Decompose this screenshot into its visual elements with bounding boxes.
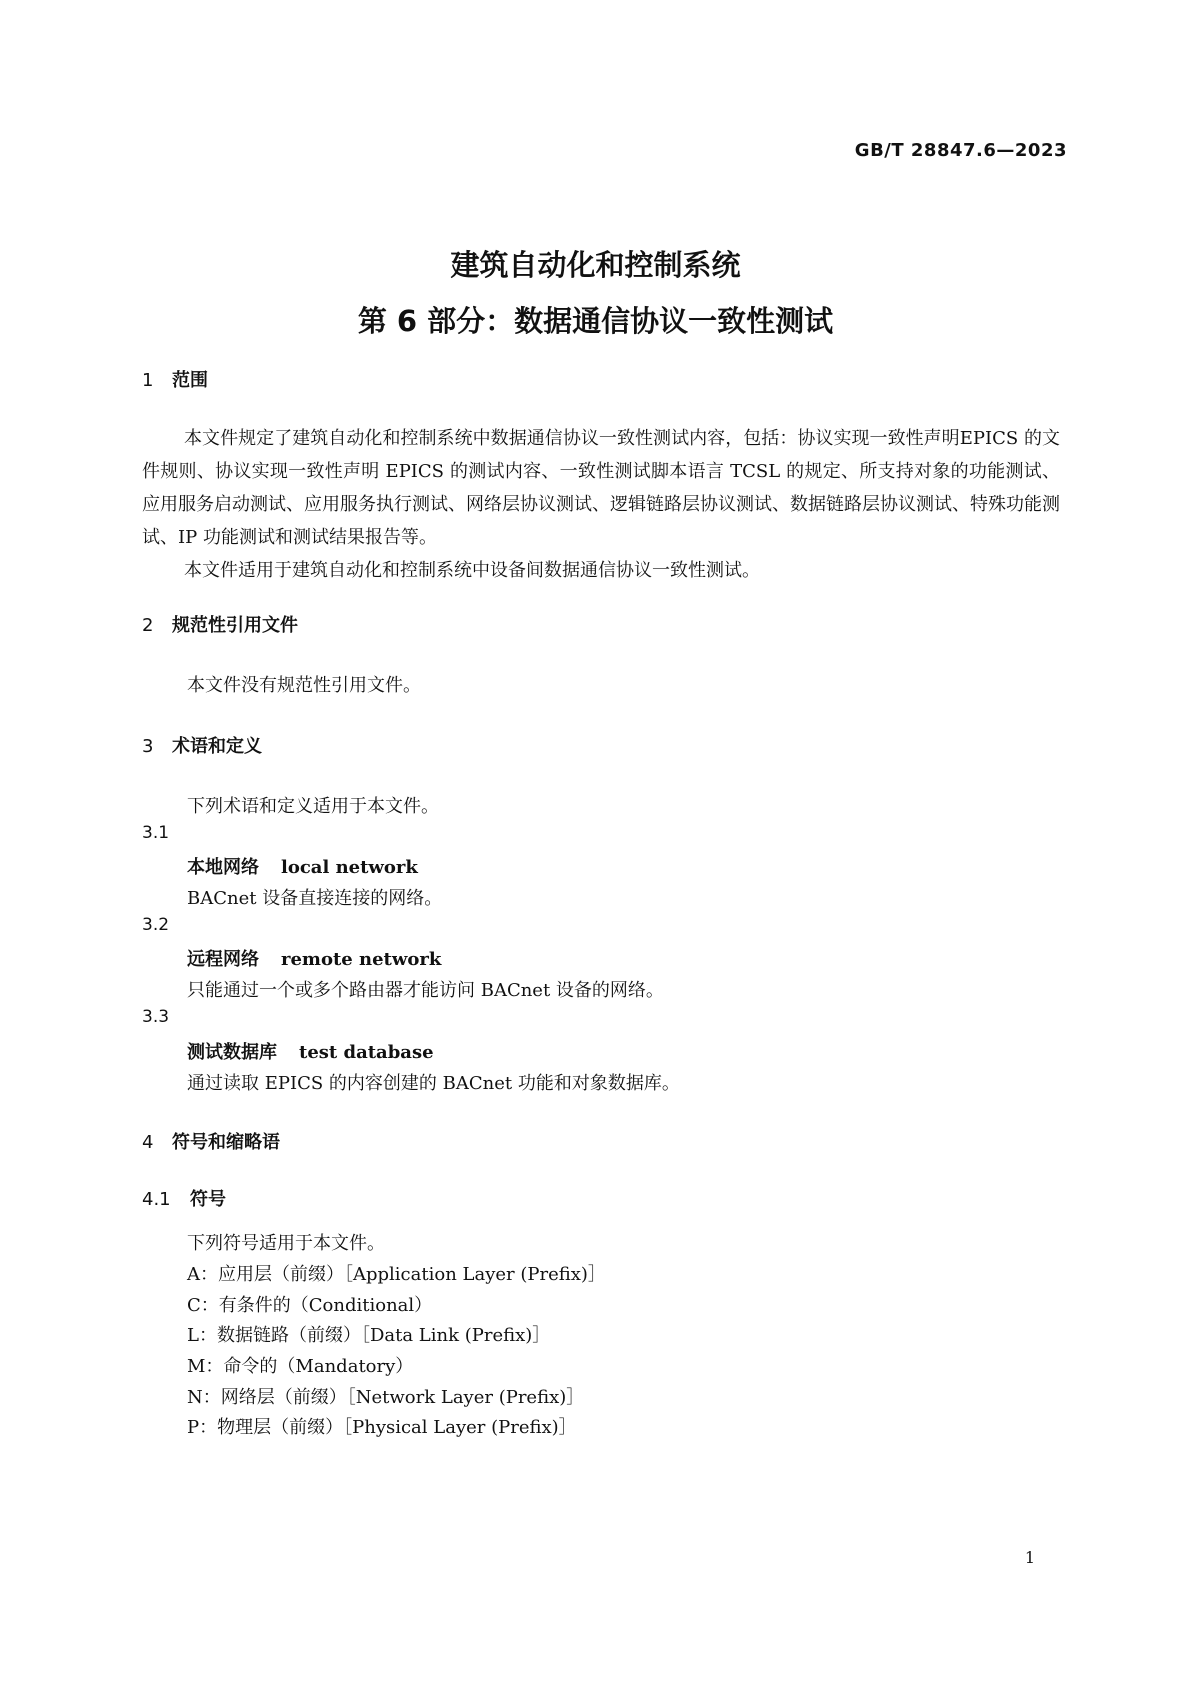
- title-line-2: 第 6 部分：数据通信协议一致性测试: [357, 304, 834, 338]
- section-title: 符号: [190, 1189, 226, 1210]
- paragraph: 下列符号适用于本文件。: [187, 1233, 385, 1254]
- term-zh: 测试数据库: [187, 1042, 277, 1063]
- section-title: 规范性引用文件: [172, 615, 298, 636]
- term-zh: 本地网络: [187, 857, 259, 878]
- term-en: remote network: [281, 949, 442, 970]
- standard-number: GB/T 28847.6—2023: [854, 140, 1067, 161]
- section-4-heading: [142, 1128, 280, 1154]
- term-number: 3.2: [142, 915, 170, 935]
- section-3-heading: [142, 732, 262, 758]
- term-en: test database: [299, 1042, 434, 1063]
- symbol-item: C：有条件的（Conditional）: [187, 1295, 433, 1316]
- document-title: [0, 237, 1191, 349]
- symbol-item: L：数据链路（前缀）［Data Link (Prefix)］: [187, 1325, 551, 1346]
- page-number: 1: [1024, 1548, 1035, 1567]
- section-number: 4.1: [142, 1189, 171, 1210]
- paragraph: 下列术语和定义适用于本文件。: [187, 796, 439, 817]
- symbol-item: A：应用层（前缀）［Application Layer (Prefix)］: [187, 1264, 606, 1285]
- term-number: 3.3: [142, 1007, 170, 1027]
- section-number: 3: [142, 736, 154, 757]
- paragraph: 本文件规定了建筑自动化和控制系统中数据通信协议一致性测试内容，包括：协议实现一致性声明EPICS 的文件规则、协议实现一致性声明 EPICS 的测试内容、一致性测试脚本语言 TCSL 的规定、所支持对象的功能测试、应用服务启动测试、应用服务执行测试、网络层协议测试、逻辑链路层协议测试、数据链路层协议测试、特殊功能测试、IP 功能测试和测试结果报告等。: [142, 428, 1060, 548]
- section-number: 2: [142, 615, 154, 636]
- term-number: 3.1: [142, 823, 170, 843]
- term-heading: [187, 1038, 434, 1064]
- term-heading: [187, 853, 418, 879]
- section-2-heading: [142, 611, 298, 637]
- section-4-1-heading: [142, 1185, 226, 1211]
- term-heading: [187, 945, 441, 971]
- term-definition: 只能通过一个或多个路由器才能访问 BACnet 设备的网络。: [187, 980, 664, 1001]
- symbol-item: P：物理层（前缀）［Physical Layer (Prefix)］: [187, 1417, 577, 1438]
- term-definition: 通过读取 EPICS 的内容创建的 BACnet 功能和对象数据库。: [187, 1073, 680, 1094]
- section-title: 符号和缩略语: [172, 1132, 280, 1153]
- term-zh: 远程网络: [187, 949, 259, 970]
- symbol-item: N：网络层（前缀）［Network Layer (Prefix)］: [187, 1387, 585, 1408]
- section-number: 4: [142, 1132, 154, 1153]
- term-en: local network: [281, 857, 418, 878]
- section-number: 1: [142, 370, 154, 391]
- section-1-body: [142, 422, 1060, 587]
- term-definition: BACnet 设备直接连接的网络。: [187, 888, 443, 909]
- section-title: 术语和定义: [172, 736, 262, 757]
- section-title: 范围: [172, 370, 208, 391]
- section-1-heading: [142, 366, 208, 392]
- title-line-1: 建筑自动化和控制系统: [450, 248, 741, 282]
- paragraph: 本文件适用于建筑自动化和控制系统中设备间数据通信协议一致性测试。: [184, 560, 760, 581]
- symbol-item: M：命令的（Mandatory）: [187, 1356, 414, 1377]
- paragraph: 本文件没有规范性引用文件。: [187, 675, 421, 696]
